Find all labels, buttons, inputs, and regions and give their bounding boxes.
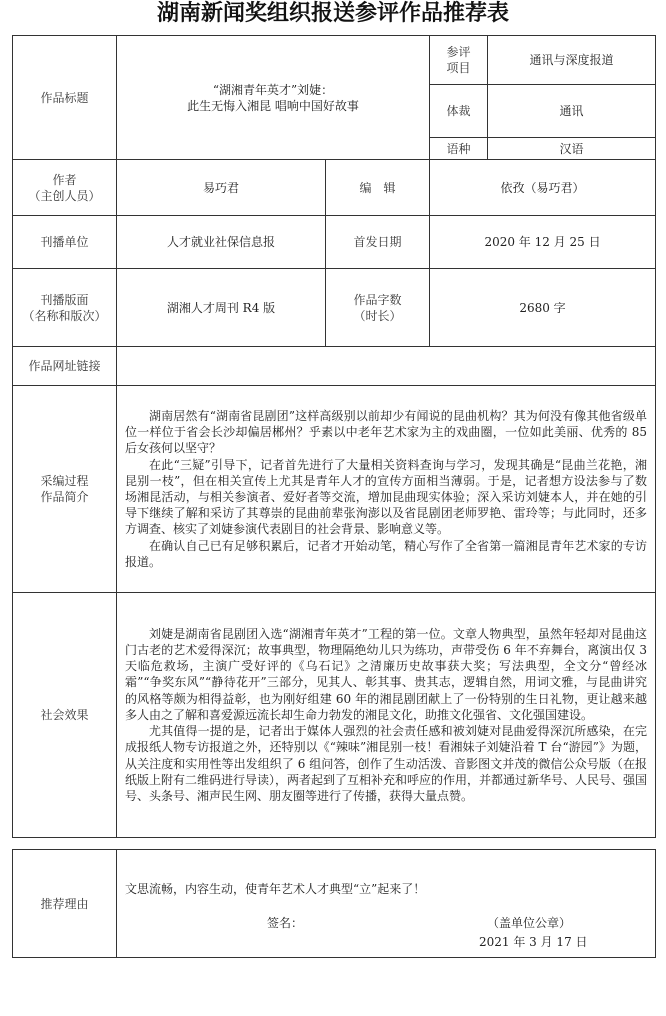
first-date-label: 首发日期 bbox=[326, 216, 430, 269]
category-label-line1: 参评 bbox=[446, 45, 471, 59]
process-paragraph: 湖南居然有“湖南省昆剧团”这样高级别以前却少有闻说的昆曲机构？其为何没有像其他省级单位一样位于省会长沙却偏居郴州？乎素以中老年艺术家为主的戏曲圈，一位如此美丽、优秀的 85 后女孩何以坚守？ bbox=[125, 408, 648, 456]
effect-paragraph: 刘婕是湖南省昆剧团入选“湖湘青年英才”工程的第一位。文章人物典型，虽然年轻却对昆曲这门古老的艺术爱得深沉；故事典型，物理隔绝幼儿只为练功，声带受伤 6 年不弃舞台，离演出仅 3 天临危救场，主演广受好评的《乌石记》之清廉历史故事获大奖；写法典型，全文分“曾经冰霜”“争奖东风”“静待花开”三部分，见其人、彰其事、贵其志，逻辑自然，用词文雅，与昆曲讲究的风格等颇为相得益彰，也为刚好组建 60 年的湘昆剧团献上了一份特别的生日礼物，更让越来越多人由之了解和喜爱源远流长却生命力勃发的湘昆文化，助推文化强省、文化强国建设。 bbox=[125, 626, 648, 722]
author-label bbox=[13, 160, 117, 216]
word-count-value: 2680 字 bbox=[430, 269, 656, 347]
author-label-line2: （主创人员） bbox=[28, 188, 101, 203]
editor-label: 编 辑 bbox=[326, 160, 430, 216]
process-paragraph: 在此“三疑”引导下，记者首先进行了大量相关资料查询与学习，发现其确是“昆曲兰花艳，湘昆别一枝”，但在相关宣传上尤其是青年人才的宣传方面相当薄弱。于是，记者想方设法参与了数场湘昆活动，与相关参演者、爱好者等交流，增加昆曲现实体验；深入采访刘婕本人，并在她的引导下继续了解和采访了其尊崇的昆曲前辈张洵澎以及省昆剧团老师罗艳、雷玲等；与此同时，还多方调查、核实了刘婕参演代表剧目的社会背景、影响意义等。 bbox=[125, 457, 648, 537]
effect-paragraph: 尤其值得一提的是，记者出于媒体人强烈的社会责任感和被刘婕对昆曲爱得深沉所感染，在完成报纸人物专访报道之外，还特别以《“辣味”湘昆别一枝！看湘妹子刘婕沿着 T 台“游园”》为题，从关注度和实用性等出发组织了 6 组问答，创作了生动活泼、音影图文并茂的微信公众号版（在报纸版上附有二维码进行导读），两者起到了互相补充和呼应的作用，并都通过新华号、人民号、强国号、头条号、湘声民生网、朋友圈等进行了传播，获得大量点赞。 bbox=[125, 724, 648, 803]
process-label bbox=[13, 386, 117, 593]
word-count-label bbox=[326, 269, 430, 347]
form-table bbox=[12, 35, 656, 838]
author-value: 易巧君 bbox=[117, 160, 326, 216]
work-title-line1: “湖湘青年英才”刘婕： bbox=[212, 82, 334, 97]
process-paragraph: 在确认自己已有足够积累后，记者才开始动笔，精心写作了全省第一篇湘昆青年艺术家的专访报道。 bbox=[125, 538, 648, 569]
seal-label: （盖单位公章） bbox=[487, 916, 572, 930]
reason-label: 推荐理由 bbox=[13, 850, 117, 958]
genre-value: 通讯 bbox=[488, 85, 656, 138]
process-label-line2: 作品简介 bbox=[40, 490, 89, 504]
work-title-label: 作品标题 bbox=[13, 36, 117, 160]
category-value: 通讯与深度报道 bbox=[488, 36, 656, 85]
recommendation-table bbox=[12, 849, 656, 958]
word-count-label-line2: （时长） bbox=[353, 308, 402, 323]
process-label-line1: 采编过程 bbox=[40, 474, 89, 488]
word-count-label-line1: 作品字数 bbox=[353, 292, 402, 307]
page-label-line1: 刊播版面 bbox=[40, 292, 89, 307]
seal-date: 2021 年 3 月 17 日 bbox=[479, 935, 588, 949]
work-title-value bbox=[117, 36, 430, 160]
page-value: 湖湘人才周刊 R4 版 bbox=[117, 269, 326, 347]
url-label: 作品网址链接 bbox=[13, 347, 117, 386]
publisher-value: 人才就业社保信息报 bbox=[117, 216, 326, 269]
author-label-line1: 作者 bbox=[52, 172, 77, 187]
process-text bbox=[117, 386, 656, 593]
genre-label: 体裁 bbox=[430, 85, 488, 138]
url-value bbox=[117, 347, 656, 386]
category-label-line2: 项目 bbox=[446, 61, 471, 75]
language-label: 语种 bbox=[430, 138, 488, 160]
category-label bbox=[430, 36, 488, 85]
effect-label: 社会效果 bbox=[13, 593, 117, 838]
language-value: 汉语 bbox=[488, 138, 656, 160]
page-title: 湖南新闻奖组织报送参评作品推荐表 bbox=[156, 1, 509, 26]
page-label bbox=[13, 269, 117, 347]
work-title-line2: 此生无悔入湘昆 唱响中国好故事 bbox=[187, 98, 359, 113]
first-date-value: 2020 年 12 月 25 日 bbox=[430, 216, 656, 269]
reason-text: 文思流畅，内容生动，使青年艺术人才典型“立”起来了！ bbox=[125, 882, 426, 896]
effect-text bbox=[117, 593, 656, 838]
editor-value: 依孜（易巧君） bbox=[430, 160, 656, 216]
reason-cell bbox=[117, 850, 656, 958]
signature-label: 签名： bbox=[267, 916, 304, 930]
publisher-label: 刊播单位 bbox=[13, 216, 117, 269]
page-label-line2: （名称和版次） bbox=[22, 308, 107, 323]
